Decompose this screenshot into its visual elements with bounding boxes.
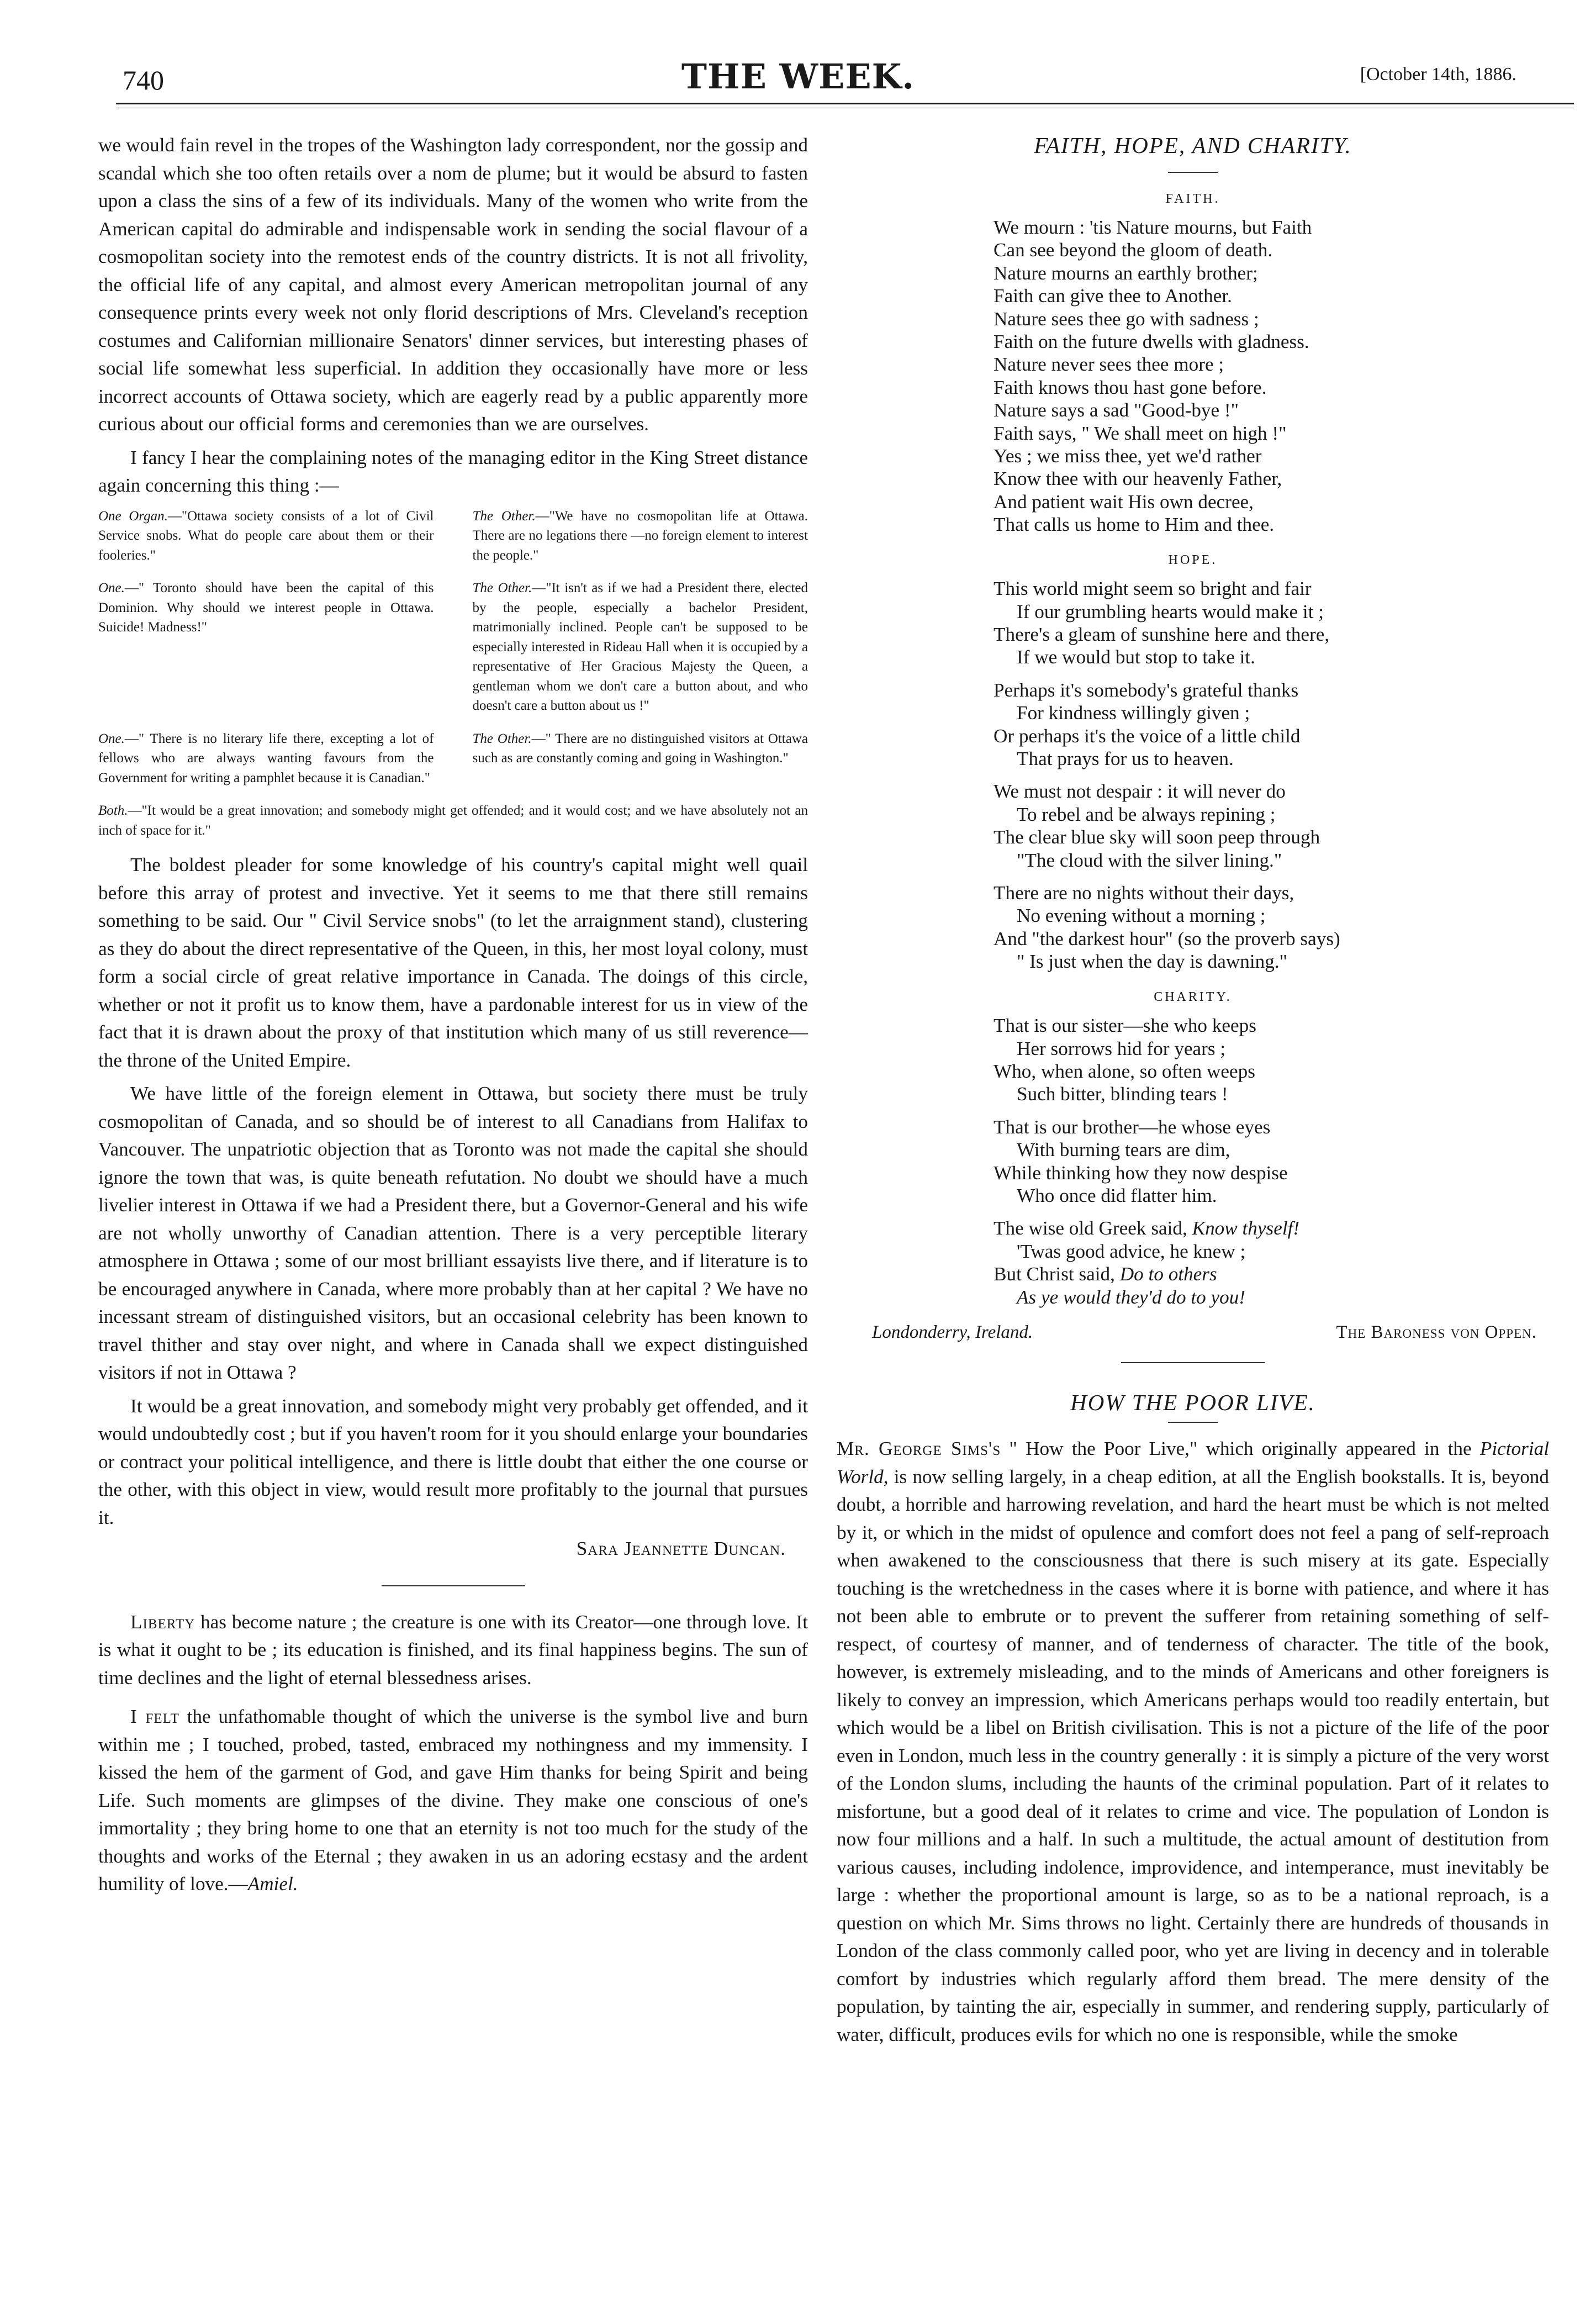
lead-word: I felt <box>130 1706 179 1727</box>
masthead: THE WEEK. <box>681 56 915 97</box>
lead-word: Mr. George Sims's <box>837 1438 1001 1460</box>
poem-line <box>993 1217 1549 1239</box>
stanza-heading-hope: HOPE. <box>1168 552 1218 567</box>
title-rule <box>1168 172 1218 173</box>
dialogue-text: —"It isn't as if we had a President there, elected by the people, especially a bachelor President, matrimonially inclined. People can't be supposed to be especially interested in Rideau Hall when it is occupied by a representative of Her Gracious Majesty the Queen, a gentleman whom we don't care a button about, and who doesn't care a button about us !" <box>472 581 808 713</box>
poem-line: Can see beyond the gloom of death. <box>993 239 1273 261</box>
poem-line: 'Twas good advice, he knew ; <box>1017 1240 1246 1262</box>
poem-line: Nature sees thee go with sadness ; <box>993 308 1259 330</box>
poem-line: For kindness willingly given ; <box>1017 702 1250 724</box>
poem-line: " Is just when the day is dawning." <box>1017 951 1288 973</box>
page-number: 740 <box>123 65 164 96</box>
poem-line: There's a gleam of sunshine here and there, <box>993 624 1330 645</box>
speaker-label: One. <box>98 731 125 746</box>
poem-line: Yes ; we miss thee, yet we'd rather <box>993 445 1262 467</box>
poem-line: This world might seem so bright and fair <box>993 578 1312 600</box>
poem-line: Who once did flatter him. <box>1017 1185 1217 1207</box>
speaker-label: The Other. <box>472 581 532 595</box>
poem-line: Her sorrows hid for years ; <box>1017 1037 1226 1059</box>
poem-line: And patient wait His own decree, <box>993 490 1254 513</box>
poem-signature <box>837 1318 1549 1347</box>
poem-hope <box>837 577 1549 973</box>
poem-line: We must not despair : it will never do <box>993 780 1286 803</box>
section-divider <box>382 1585 525 1586</box>
paragraph-text: " How the Poor Live," which originally appeared in the <box>1001 1438 1480 1460</box>
liberty-paragraph <box>98 1608 808 1692</box>
stanza-heading-faith: FAITH. <box>1165 191 1220 206</box>
poem-line: If we would but stop to take it. <box>1017 646 1255 668</box>
poem-line: Who, when alone, so often weeps <box>993 1061 1255 1082</box>
article-paragraph <box>837 1435 1549 2049</box>
poem-line: To rebel and be always repining ; <box>1017 803 1276 825</box>
dialogue-text: —"It would be a great innovation; and somebody might get offended; and it would cost; and we have absolutely not an inch of space for it." <box>98 803 808 838</box>
stanza <box>993 679 1549 771</box>
poem-line: That is our brother—he whose eyes <box>993 1116 1271 1138</box>
poem-line: Know thee with our heavenly Father, <box>993 468 1282 490</box>
poem-faith <box>837 216 1549 536</box>
poem-line: Nature never sees thee more ; <box>993 354 1224 376</box>
dialogue-block <box>98 507 808 841</box>
title-rule <box>1168 1422 1218 1423</box>
section-divider <box>1121 1362 1265 1363</box>
poem-line <box>993 1263 1549 1285</box>
paragraph-text: has become nature ; the creature is one with its Creator—one through love. It is what it ought to be ; its education is finished, and its final happiness begins. The sun of time declines and the light of eternal blessedness arises. <box>98 1611 808 1689</box>
dialogue-text: —" There are no distinguished visitors at Ottawa such as are constantly coming and going in Washington." <box>472 731 808 766</box>
poem-line: Faith knows thou hast gone before. <box>993 376 1267 398</box>
stanza <box>993 1116 1549 1207</box>
dialogue-entry <box>98 801 808 840</box>
dialogue-entry <box>473 507 808 566</box>
header-rule <box>116 103 1574 104</box>
poem-line: Such bitter, blinding tears ! <box>1017 1083 1228 1105</box>
publication-name: Pictorial World <box>837 1438 1549 1487</box>
dialogue-entry <box>473 729 808 788</box>
stanza <box>993 1217 1549 1309</box>
poem-line: Nature says a sad "Good-bye !" <box>993 399 1239 421</box>
left-column <box>98 131 808 1904</box>
poem-text: The wise old Greek said, <box>993 1217 1192 1239</box>
poem-line: Perhaps it's somebody's grateful thanks <box>993 679 1299 701</box>
article-title: HOW THE POOR LIVE. <box>1070 1389 1315 1415</box>
poem-line: With burning tears are dim, <box>1017 1139 1230 1161</box>
poem-line: If our grumbling hearts would make it ; <box>1017 600 1324 623</box>
speaker-label: One Organ. <box>98 508 168 524</box>
dialogue-entry <box>98 578 434 716</box>
poem-line: The clear blue sky will soon peep through <box>993 826 1320 848</box>
lead-word: Liberty <box>130 1611 195 1633</box>
dialogue-text: —" There is no literary life there, excepting a lot of fellows who are always wanting favours from the Government for writing a pamphlet because it is Canadian." <box>98 731 434 785</box>
poem-line: Faith on the future dwells with gladness. <box>993 331 1309 353</box>
paragraph-text: the unfathomable thought of which the universe is the symbol live and burn within me ; I touched, probed, tasted, embraced my nothingness and my immensity. I kissed the hem of the garment of God, and gave Him thanks for being Spirit and being Life. Such moments are glimpses of the divine. They make one conscious of one's immortality ; they bring home to one that an eternity is not too much for the study of the thoughts and works of the Eternal ; they awaken in us an adoring ecstasy and the ardent humility of love.— <box>98 1706 808 1895</box>
poem-place: Londonderry, Ireland. <box>872 1322 1033 1343</box>
right-column <box>837 131 1549 2054</box>
essay-paragraph: we would fain revel in the tropes of the Washington lady correspondent, nor the gossip and scandal which she too often retails over a nom de plume; but it would be absurd to fasten upon a class the sins of a few of its individuals. Many of the women who write from the American capital do admirable and indispensable work in sending the social flavour of a cosmopolitan society into the remotest ends of the country districts. It is not all frivolity, the official life of any capital, and almost every American metropolitan journal of any consequence prints every week not only florid descriptions of Mrs. Cleveland's reception costumes and Californian millionaire Senators' dinner services, but interesting phases of social life somewhat less superficial. In addition they occasionally have more or less incorrect accounts of Ottawa society, which are eagerly read by a public apparently more curious about our official forms and ceremonies than we are ourselves. <box>98 134 808 435</box>
amiel-paragraph <box>98 1703 808 1898</box>
attribution: Amiel. <box>247 1873 298 1895</box>
stanza-heading-charity: CHARITY. <box>1154 989 1232 1004</box>
dialogue-entry <box>98 507 434 566</box>
speaker-label: The Other. <box>472 508 536 524</box>
essay-paragraph: It would be a great innovation, and somebody might very probably get offended, and it would undoubtedly cost ; but if you haven't room for it you should enlarge your boundaries or contract your political intelligence, and there is little doubt that either the one course or the other, with this object in view, would result more profitably to the journal that pursues it. <box>98 1395 808 1528</box>
stanza <box>993 1014 1549 1106</box>
dialogue-text: —" Toronto should have been the capital of this Dominion. Why should we interest people in Ottawa. Suicide! Madness!" <box>98 581 434 635</box>
paragraph-text: , is now selling largely, in a cheap edition, at all the English bookstalls. It is, beyond doubt, a horrible and harrowing revelation, and hard the heart must be which is not melted by it, or which in the midst of opulence and comfort does not feel a pang of self-reproach when awakened to the consciousness that there is such misery at its gate. Especially touching is the wretchedness in the cases where it is borne with patience, and where it has not been able to embrute or to prevent the sufferer from retaining something of self-respect, of courtesy of manner, and of tenderness of character. The title of the book, however, is extremely misleading, and to the minds of Americans and other foreigners is likely to convey an impression, which Americans perhaps would too readily entertain, but which would be a libel on British civilisation. This is not a picture of the life of the poor even in London, much less in the country generally : it is simply a picture of the very worst of the London slums, including the haunts of the criminal population. Part of it relates to misfortune, but a good deal of it relates to crime and vice. The population of London is now four millions and a half. In such a multitude, the actual amount of destitution from various causes, including indolence, improvidence, and intemperance, must inevitably be large : whether the proportional amount is large, so as to be a national reproach, is a question on which Mr. Sims throws no light. Certainly there are hundreds of thousands in London of the class commonly called poor, who yet are living in decency and in tolerable comfort by industries which regularly afford them bread. The mere density of the population, by tainting the air, especially in summer, and rendering supply, particularly of water, difficult, produces evils for which no one is responsible, while the smoke <box>837 1465 1549 2045</box>
poem-line: And "the darkest hour" (so the proverb says) <box>993 927 1340 949</box>
stanza <box>993 882 1549 973</box>
poem-line: Nature mourns an earthly brother; <box>993 262 1258 284</box>
stanza <box>993 577 1549 669</box>
essay-paragraph: I fancy I hear the complaining notes of the managing editor in the King Street distance again concerning this thing :— <box>98 446 808 496</box>
page-header <box>0 0 1596 110</box>
speaker-label: The Other. <box>472 731 532 746</box>
poem-line: Or perhaps it's the voice of a little child <box>993 725 1301 747</box>
poem-line: That is our sister—she who keeps <box>993 1015 1256 1037</box>
dialogue-entry <box>98 729 434 788</box>
poem-line: No evening without a morning ; <box>1017 905 1266 927</box>
poem-line: We mourn : 'tis Nature mourns, but Faith <box>993 217 1312 238</box>
poem-text-italic: Do to others <box>1119 1263 1217 1285</box>
poem-line: While thinking how they now despise <box>993 1162 1288 1184</box>
poem-title: FAITH, HOPE, AND CHARITY. <box>1034 133 1352 158</box>
poem-line: Faith says, " We shall meet on high !" <box>993 422 1287 444</box>
issue-date: [October 14th, 1886. <box>1360 64 1516 85</box>
essay-signature: Sara Jeannette Duncan. <box>576 1538 786 1559</box>
poem-line: Faith can give thee to Another. <box>993 285 1232 307</box>
speaker-label: Both. <box>98 803 128 818</box>
dialogue-text: —"Ottawa society consists of a lot of Civil Service snobs. What do people care about them or their fooleries." <box>98 508 434 563</box>
poem-line: As ye would they'd do to you! <box>1017 1286 1246 1308</box>
essay-paragraph: We have little of the foreign element in Ottawa, but society there must be truly cosmopolitan of Canada, and so should be of interest to all Canadians from Halifax to Vancouver. The unpatriotic objection that as Toronto was not made the capital she should ignore the town that was, is quite beneath refutation. No doubt we should have a much livelier interest in Ottawa if we had a President there, but a Governor-General and his wife are not wholly unworthy of Canadian attention. There is a very perceptible literary atmosphere in Ottawa ; some of our most brilliant essayists live there, and if literature is to be encouraged anywhere in Canada, where more probably than at her capital ? We have no incessant stream of distinguished visitors, but an occasional celebrity has been known to travel thither and stay over night, and where in Canada shall we expect distinguished visitors if not in Ottawa ? <box>98 1083 808 1383</box>
speaker-label: One. <box>98 581 125 595</box>
poem-line: "The cloud with the silver lining." <box>1017 849 1282 871</box>
poem-author: The Baroness von Oppen. <box>1336 1322 1537 1343</box>
poem-text-italic: Know thyself! <box>1192 1217 1300 1239</box>
dialogue-text: —"We have no cosmopolitan life at Ottawa. There are no legations there —no foreign element to interest the people." <box>472 508 808 563</box>
poem-charity <box>837 1014 1549 1309</box>
poem-text: But Christ said, <box>993 1263 1120 1285</box>
poem-line: There are no nights without their days, <box>993 882 1294 904</box>
poem-line: That prays for us to heaven. <box>1017 748 1234 770</box>
stanza <box>993 216 1549 536</box>
stanza <box>993 780 1549 872</box>
poem-line: That calls us home to Him and thee. <box>993 514 1275 536</box>
dialogue-entry <box>473 578 808 716</box>
essay-paragraph: The boldest pleader for some knowledge of his country's capital might well quail before this array of protest and invective. Yet it seems to me that there still remains something to be said. Our " Civil Service snobs" (to let the arraignment stand), clustering as they do about the direct representative of the Queen, in this, her most loyal colony, must form a social circle of great relative importance in Canada. The doings of this circle, whether or not it profit us to know them, have a pardonable interest for us in view of the fact that it is drawn about the proxy of that institution which many of us still reverence—the throne of the United Empire. <box>98 854 808 1071</box>
